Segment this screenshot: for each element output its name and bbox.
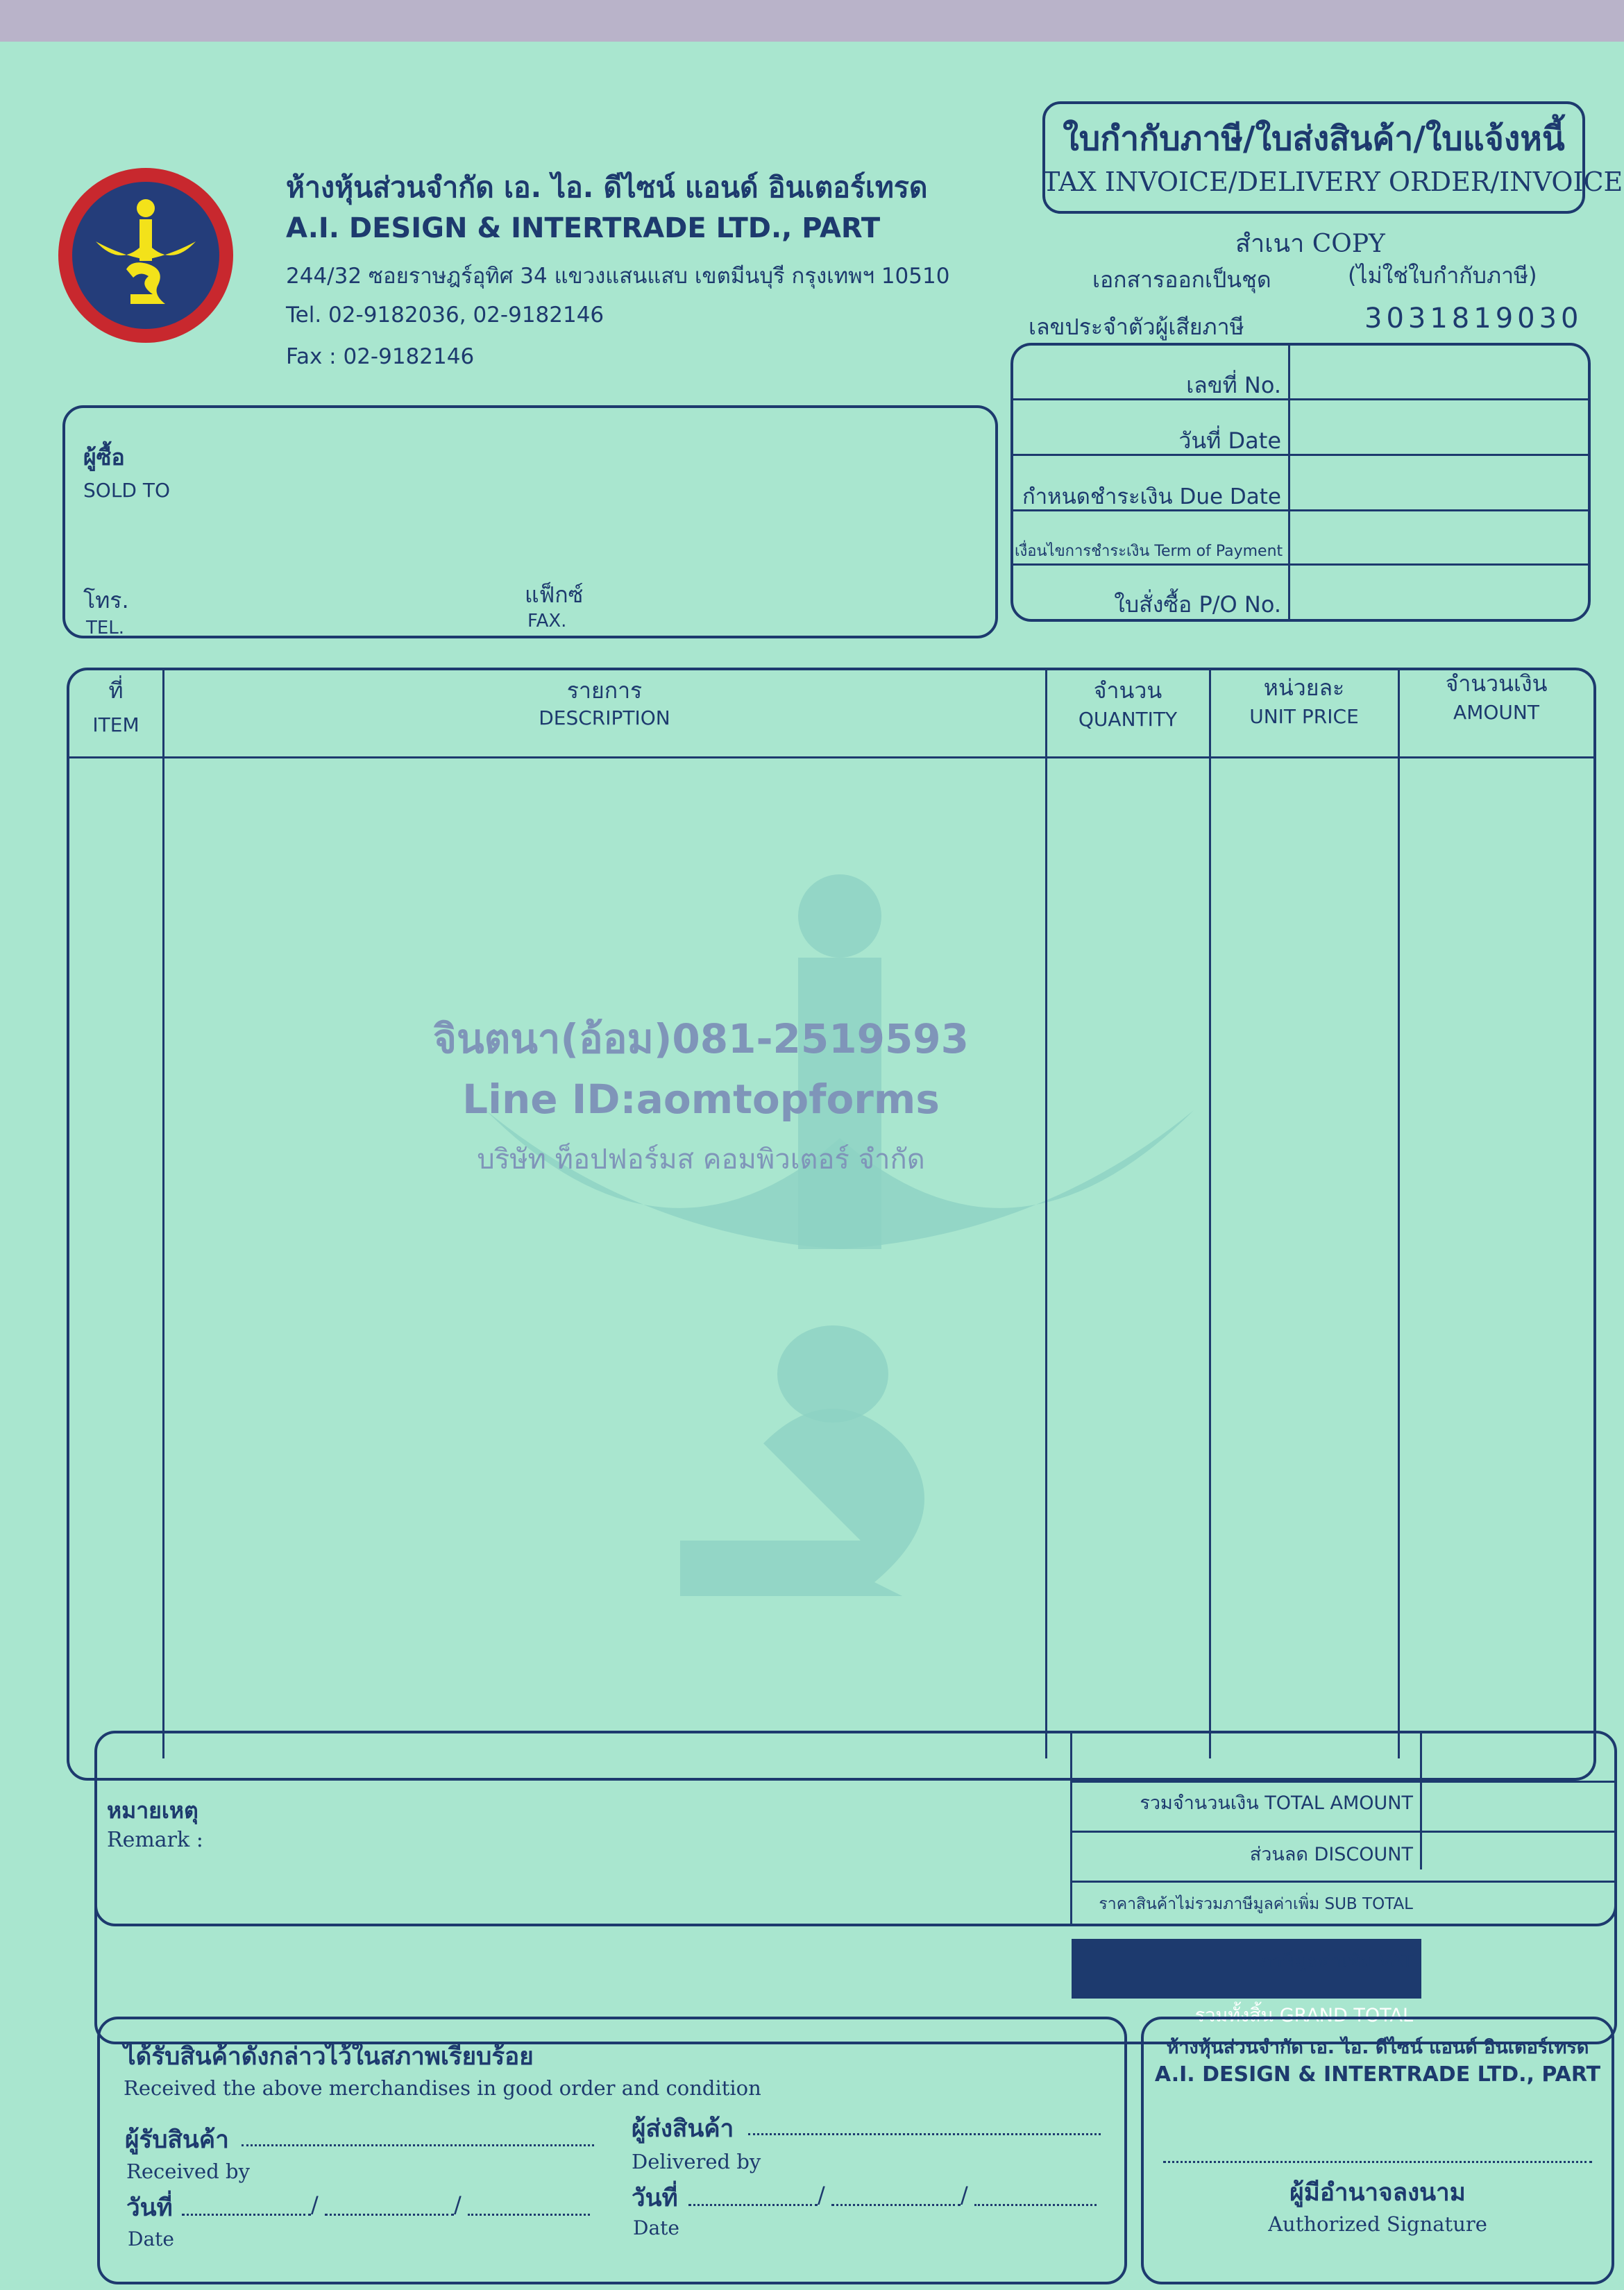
company-logo-icon — [56, 165, 236, 346]
fax-label-th: แฟ็กซ์ — [525, 582, 584, 608]
sold-to-label-th: ผู้ซื้อ — [83, 444, 125, 470]
doc-title-th: ใบกำกับภาษี/ใบส่งสินค้า/ใบแจ้งหนี้ — [1063, 119, 1565, 158]
invoice-sheet: ห้างหุ้นส่วนจำกัด เอ. ไอ. ดีไซน์ แอนด์ อินเตอร์เทรด A.I. DESIGN & INTERTRADE LTD., PART 244/32 ซอยราษฎร์อุทิศ 34 แขวงแสนแสบ เขตมีนบุรี กรุงเทพฯ 10510 Tel. 02-9182036, 02-9182146 Fax : 02-9182146 ใบกำกับภาษี/ใบส่งสินค้า/ใบแจ้งหนี้ TAX INVOICE/DELIVERY ORDER/INVOICE สำเนา COPY เอกสารออกเป็นชุด (ไม่ใช่ใบกำกับภาษี) เลขประจำตัวผู้เสียภาษี 3031819030 เลขที่ No. วันที่ Date กำหนดชำระเงิน Due Date เงื่อนไขการชำระเงิน Term of Payment ใบสั่งซื้อ P/O No. ผู้ซื้อ SOLD TO โทร. TEL. แฟ็กซ์ FAX. ที่ ITEM รายการ DESCRIPTION จำนวน QUANTITY หน่วยละ UNIT PRICE จำนวนเงิน AMOUNT จินตนา(อ้อม)081-2519593 Line ID:aomtopforms บริษัท ท็อปฟอร์มส คอมพิวเตอร์ จำกัด หมายเหตุ Remark : รวมจำนวนเงิน TOTAL AMOUNT ส่วนลด DISCOUNT ราคาสินค้าไม่รวมภาษีมูลค่าเพิ่ม SUB TOTAL ภาษีมูลค่าเพิ่ม VAT รวมทั้งสิ้น GRAND TOTAL ได้รับสินค้าดังกล่าวไว้ในสภาพเรียบร้อย Received the above merchandises in good order and condition ผู้รับสินค้า Received by วันที่ / / Date ผู้ส่งสินค้า Delivered by วันที่ / / Date ห้างหุ้นส่วนจำกัด เอ. ไอ. ดีไซน์ แอนด์ อินเตอร์เทรด A.I. DESIGN & INTERTRADE LTD., PART ผู้มีอำนาจลงนาม Authorized Signature — [0, 42, 1624, 2290]
doc-title-en: TAX INVOICE/DELIVERY ORDER/INVOICE — [1042, 167, 1623, 197]
delivered-by-label-th: ผู้ส่งสินค้า — [632, 2115, 734, 2143]
field-label-po-no: ใบสั่งซื้อ P/O No. — [1114, 591, 1281, 618]
signature-company-en: A.I. DESIGN & INTERTRADE LTD., PART — [1154, 2062, 1601, 2087]
receipt-title-en: Received the above merchandises in good order and condition — [124, 2076, 761, 2100]
col-header-amount-en: AMOUNT — [1453, 701, 1539, 724]
received-date-month[interactable] — [325, 2214, 454, 2216]
field-input-date[interactable] — [1292, 402, 1587, 451]
col-header-amount-th: จำนวนเงิน — [1445, 670, 1548, 697]
delivered-by-line[interactable] — [748, 2133, 1101, 2135]
signature-line[interactable] — [1163, 2161, 1592, 2163]
signature-label-en: Authorized Signature — [1268, 2212, 1487, 2236]
received-date-year[interactable] — [468, 2214, 590, 2216]
grand-total-value[interactable] — [1424, 1943, 1612, 1993]
receipt-title-th: ได้รับสินค้าดังกล่าวไว้ในสภาพเรียบร้อย — [124, 2043, 534, 2071]
tax-id-value: 3031819030 — [1364, 303, 1583, 334]
tel-label-th: โทร. — [83, 587, 129, 613]
col-header-description-en: DESCRIPTION — [539, 706, 670, 729]
delivered-date-month[interactable] — [831, 2204, 961, 2206]
company-name-th: ห้างหุ้นส่วนจำกัด เอ. ไอ. ดีไซน์ แอนด์ อินเตอร์เทรด — [286, 171, 928, 204]
delivered-date-label-th: วันที่ — [632, 2185, 678, 2212]
col-header-unit-price-th: หน่วยละ — [1263, 675, 1345, 701]
col-header-unit-price-en: UNIT PRICE — [1249, 705, 1359, 728]
received-by-line[interactable] — [242, 2144, 594, 2146]
description-column-area[interactable] — [165, 761, 1044, 1756]
discount-label: ส่วนลด DISCOUNT — [1249, 1844, 1413, 1865]
set-label: เอกสารออกเป็นชุด — [1092, 266, 1271, 293]
col-header-quantity-en: QUANTITY — [1078, 708, 1178, 731]
delivered-date-day[interactable] — [688, 2204, 818, 2206]
col-header-description-th: รายการ — [566, 677, 643, 704]
field-label-no: เลขที่ No. — [1186, 372, 1281, 398]
remark-label-en: Remark : — [107, 1828, 203, 1852]
field-input-po-no[interactable] — [1292, 568, 1587, 618]
sold-to-label-en: SOLD TO — [83, 479, 171, 502]
signature-label-th: ผู้มีอำนาจลงนาม — [1289, 2179, 1466, 2207]
total-amount-value[interactable] — [1424, 1736, 1612, 1778]
company-tel: Tel. 02-9182036, 02-9182146 — [286, 303, 604, 328]
received-date-day[interactable] — [182, 2214, 311, 2216]
sub-total-value[interactable] — [1424, 1835, 1612, 1878]
field-input-term-of-payment[interactable] — [1292, 514, 1587, 561]
company-address: 244/32 ซอยราษฎร์อุทิศ 34 แขวงแสนแสบ เขตมีนบุรี กรุงเทพฯ 10510 — [286, 264, 950, 289]
sub-total-label: ราคาสินค้าไม่รวมภาษีมูลค่าเพิ่ม SUB TOTAL — [1099, 1895, 1413, 1913]
delivered-date-year[interactable] — [974, 2204, 1097, 2206]
fax-label-en: FAX. — [527, 611, 567, 631]
delivered-by-label-en: Delivered by — [632, 2150, 761, 2173]
watermark-contact: จินตนา(อ้อม)081-2519593 — [432, 1015, 970, 1062]
received-date-label-en: Date — [128, 2228, 174, 2250]
received-date-label-th: วันที่ — [126, 2194, 173, 2222]
grand-total-label: รวมทั้งสิ้น GRAND TOTAL — [1194, 2005, 1413, 2026]
vat-value[interactable] — [1424, 1885, 1612, 1931]
received-by-label-th: ผู้รับสินค้า — [125, 2126, 229, 2154]
remark-input[interactable] — [104, 1860, 1062, 1915]
tax-id-label: เลขประจำตัวผู้เสียภาษี — [1029, 314, 1244, 340]
remark-label-th: หมายเหตุ — [107, 1797, 198, 1824]
field-input-no[interactable] — [1292, 347, 1587, 396]
col-header-quantity-th: จำนวน — [1093, 677, 1162, 704]
vat-label: ภาษีมูลค่าเพิ่ม VAT — [1259, 1951, 1413, 1972]
field-label-due-date: กำหนดชำระเงิน Due Date — [1022, 484, 1281, 509]
field-input-due-date[interactable] — [1292, 458, 1587, 507]
copy-label: สำเนา COPY — [1235, 230, 1385, 258]
col-header-item-en: ITEM — [92, 713, 139, 736]
delivered-date-label-en: Date — [633, 2216, 679, 2239]
field-label-date: วันที่ Date — [1178, 427, 1281, 454]
discount-value[interactable] — [1424, 1785, 1612, 1828]
company-fax: Fax : 02-9182146 — [286, 344, 475, 369]
total-amount-label: รวมจำนวนเงิน TOTAL AMOUNT — [1140, 1792, 1413, 1814]
watermark-company: บริษัท ท็อปฟอร์มส คอมพิวเตอร์ จำกัด — [477, 1144, 925, 1176]
signature-company-th: ห้างหุ้นส่วนจำกัด เอ. ไอ. ดีไซน์ แอนด์ อินเตอร์เทรด — [1166, 2037, 1589, 2058]
not-tax-label: (ไม่ใช่ใบกำกับภาษี) — [1348, 262, 1537, 289]
tel-label-en: TEL. — [86, 618, 125, 638]
company-name-en: A.I. DESIGN & INTERTRADE LTD., PART — [286, 212, 881, 244]
field-label-term-of-payment: เงื่อนไขการชำระเงิน Term of Payment — [1015, 543, 1283, 560]
received-by-label-en: Received by — [126, 2160, 250, 2183]
col-header-item-th: ที่ — [108, 677, 124, 704]
watermark-line-id: Line ID:aomtopforms — [462, 1076, 940, 1123]
